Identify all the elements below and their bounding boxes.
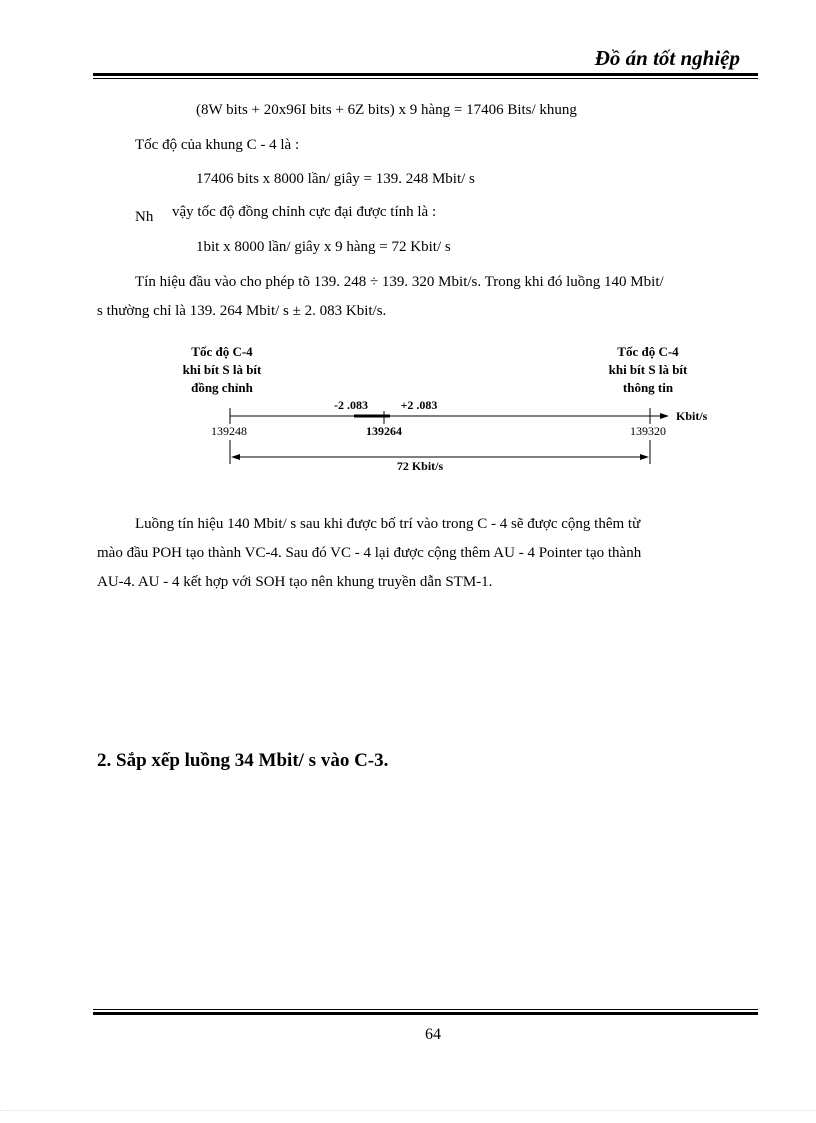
span-arrow-left-icon: [231, 454, 240, 460]
nh-prefix: Nh: [135, 209, 154, 225]
tick-right-label: 139320: [630, 424, 666, 438]
plus-deviation-label: +2 .083: [400, 398, 438, 412]
tick-mid-label: 139264: [366, 424, 402, 438]
tick-left-label: 139248: [211, 424, 247, 438]
max-label: vậy tốc độ đồng chỉnh cực đại được tính là :: [172, 204, 437, 220]
formula-line: (8W bits + 20x96I bits + 6Z bits) x 9 hàng = 17406 Bits/ khung: [196, 102, 577, 118]
minus-deviation-label: -2 .083: [334, 398, 368, 412]
paragraph1-line2: s thường chỉ là 139. 264 Mbit/ s ± 2. 083 Kbit/s.: [97, 303, 387, 319]
section-heading: 2. Sắp xếp luồng 34 Mbit/ s vào C-3.: [97, 750, 389, 771]
page-number: 64: [425, 1026, 441, 1043]
paragraph-mapping: [97, 510, 769, 597]
left-label-line3: đồng chỉnh: [191, 380, 253, 395]
page-bottom-border: [0, 1110, 816, 1111]
speed-diagram: [0, 0, 816, 480]
right-label-line3: thông tin: [622, 380, 674, 395]
paragraph2-line1: Luồng tín hiệu 140 Mbit/ s sau khi được bố trí vào trong C - 4 sẽ được cộng thêm từ: [135, 516, 641, 532]
max-formula: 1bit x 8000 lần/ giây x 9 hàng = 72 Kbit/ s: [196, 239, 451, 255]
right-label-line2: khi bít S là bít: [608, 362, 688, 377]
span-label: 72 Kbit/s: [396, 459, 444, 473]
right-label-line1: Tốc độ C-4: [617, 344, 679, 359]
axis-arrow-icon: [660, 413, 669, 419]
paragraph2-line2: mào đầu POH tạo thành VC-4. Sau đó VC - 4 lại được cộng thêm AU - 4 Pointer tạo thành: [97, 545, 642, 561]
axis-unit-label: Kbit/s: [676, 409, 708, 423]
speed-label: Tốc độ của khung C - 4 là :: [135, 137, 300, 153]
speed-formula: 17406 bits x 8000 lần/ giây = 139. 248 Mbit/ s: [196, 171, 475, 187]
paragraph2-line3: AU-4. AU - 4 kết hợp với SOH tạo nên khung truyền dẫn STM-1.: [97, 574, 493, 590]
left-label-line2: khi bít S là bít: [182, 362, 262, 377]
footer-rule-thin: [93, 1009, 758, 1010]
left-label-line1: Tốc độ C-4: [191, 344, 253, 359]
header-title: Đồ án tốt nghiệp: [594, 46, 740, 70]
paragraph1-line1: Tín hiệu đầu vào cho phép tõ 139. 248 ÷ 139. 320 Mbit/s. Trong khi đó luồng 140 Mbit/: [135, 274, 664, 290]
footer-rule-thick: [93, 1012, 758, 1015]
span-arrow-right-icon: [640, 454, 649, 460]
